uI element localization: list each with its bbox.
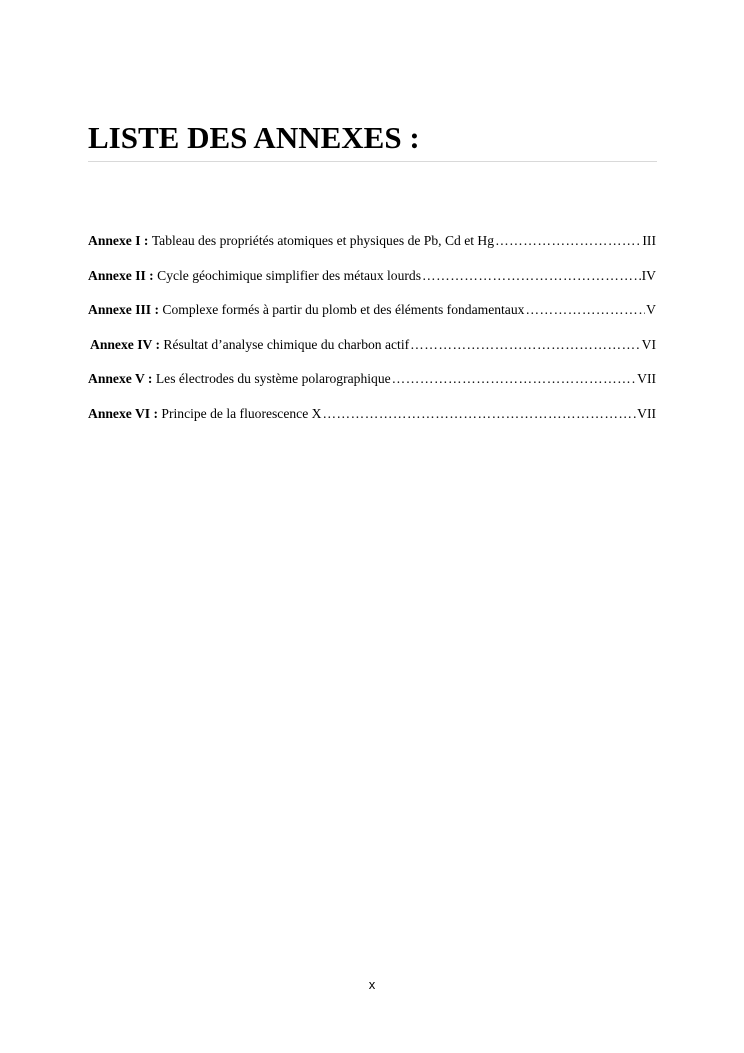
annex-page-number: IV (641, 267, 656, 283)
annex-entry-2[interactable] (88, 266, 656, 301)
annex-label: Annexe II : (88, 267, 154, 283)
annex-page-number: III (642, 233, 656, 248)
annex-title: Résultat d’analyse chimique du charbon actif (163, 336, 410, 352)
annex-title: Tableau des propriétés atomiques et physiques de Pb, Cd et Hg (151, 233, 495, 248)
annex-label: Annexe III : (88, 302, 159, 317)
annex-entry-5[interactable] (88, 369, 656, 404)
dot-leader (525, 300, 645, 320)
annex-title: Principe de la fluorescence X (161, 405, 322, 421)
dot-leader (422, 266, 641, 286)
annex-label: Annexe I : (88, 233, 149, 248)
dot-leader (322, 404, 636, 424)
annex-page-number: VII (637, 371, 656, 386)
annex-page-number: VI (641, 336, 656, 352)
annex-entry-4[interactable] (88, 335, 656, 370)
annex-title: Cycle géochimique simplifier des métaux lourds (157, 267, 422, 283)
annex-entry-6[interactable] (88, 404, 656, 439)
annex-label: Annexe V : (88, 371, 153, 386)
annex-title: Les électrodes du système polarographique (155, 371, 391, 386)
dot-leader (495, 231, 641, 251)
annex-page-number: V (646, 302, 656, 317)
page-number: x (368, 977, 376, 992)
annex-label: Annexe VI : (88, 405, 158, 421)
annex-label: Annexe IV : (90, 336, 160, 352)
annex-page-number: VII (637, 405, 656, 421)
annex-title: Complexe formés à partir du plomb et des éléments fondamentaux (162, 302, 525, 317)
page-title: LISTE DES ANNEXES : (88, 120, 420, 155)
dot-leader (410, 335, 640, 355)
annex-entry-1[interactable] (88, 231, 656, 266)
annex-list (88, 231, 656, 438)
dot-leader (392, 369, 636, 389)
annex-entry-3[interactable] (88, 300, 656, 335)
title-divider (88, 161, 657, 162)
